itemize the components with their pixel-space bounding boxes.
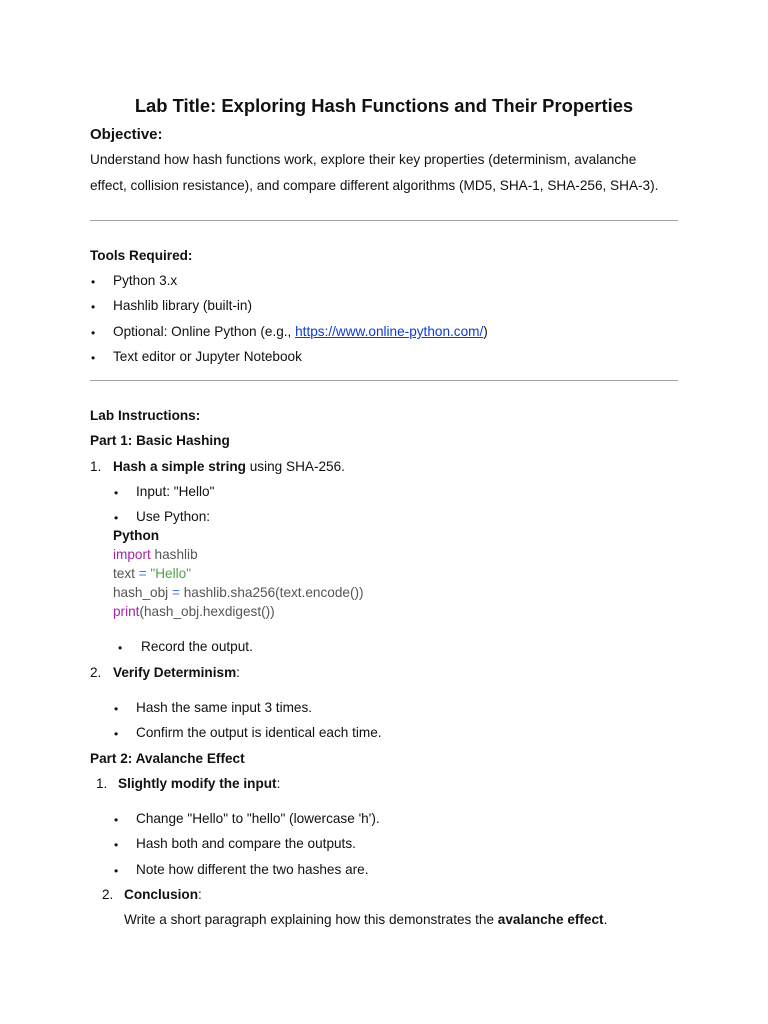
conclusion-text-end: .: [603, 912, 608, 927]
tool-item: Text editor or Jupyter Notebook: [113, 349, 302, 364]
bullet-use-python: Use Python:: [136, 509, 211, 524]
part1-step1: [113, 459, 345, 474]
tools-heading: Tools Required:: [90, 248, 193, 263]
tool-item-text: Optional: Online Python (e.g.,: [113, 324, 296, 339]
code-line-4: [113, 604, 275, 619]
conclusion-text-start: Write a short paragraph explaining how this demonstrates the: [124, 912, 498, 927]
bullet-icon: •: [114, 864, 119, 878]
code-operator: =: [138, 566, 147, 581]
objective-heading: Objective:: [90, 126, 163, 143]
bullet-icon: •: [118, 641, 123, 655]
bullet-icon: •: [91, 351, 96, 365]
step-text: using SHA-256.: [245, 459, 345, 474]
step-text: :: [236, 665, 240, 680]
code-line-3: [113, 585, 364, 600]
tool-item-online-python: [113, 324, 488, 339]
code-keyword: print: [113, 604, 140, 619]
code-text: hash_obj: [113, 585, 172, 600]
part1-step2: [113, 665, 240, 680]
bullet-confirm: Confirm the output is identical each time.: [136, 725, 382, 740]
code-text: hashlib: [150, 547, 198, 562]
step-text: :: [198, 887, 202, 902]
bullet-icon: •: [91, 326, 96, 340]
bullet-hash-same: Hash the same input 3 times.: [136, 700, 313, 715]
objective-text-line1: Understand how hash functions work, explore their key properties (determinism, avalanche: [90, 152, 637, 167]
code-language-label: Python: [113, 528, 160, 543]
part2-step2: [124, 887, 202, 902]
bullet-record-output: Record the output.: [141, 639, 253, 654]
code-string: "Hello": [146, 566, 192, 581]
bullet-icon: •: [114, 838, 119, 852]
step-bold-text: Verify Determinism: [113, 665, 237, 680]
bullet-note-difference: Note how different the two hashes are.: [136, 862, 369, 877]
tool-item: Hashlib library (built-in): [113, 298, 252, 313]
divider: [90, 380, 678, 381]
part1-heading: Part 1: Basic Hashing: [90, 433, 230, 448]
bullet-icon: •: [114, 727, 119, 741]
part1-step2-number: 2.: [90, 665, 102, 680]
bullet-change-input: Change "Hello" to "hello" (lowercase 'h').: [136, 811, 380, 826]
bullet-icon: •: [114, 486, 119, 500]
step-bold-text: Conclusion: [124, 887, 199, 902]
bullet-icon: •: [114, 813, 119, 827]
code-text: text: [113, 566, 139, 581]
part1-step1-number: 1.: [90, 459, 102, 474]
code-line-1: [113, 547, 198, 562]
bullet-input: Input: "Hello": [136, 484, 215, 499]
bullet-icon: •: [91, 300, 96, 314]
bullet-icon: •: [91, 275, 96, 289]
divider: [90, 220, 678, 221]
bullet-hash-both: Hash both and compare the outputs.: [136, 836, 356, 851]
lab-title: Lab Title: Exploring Hash Functions and Their Properties: [134, 95, 634, 116]
tool-item: Python 3.x: [113, 273, 178, 288]
tool-item-suffix: ): [483, 324, 488, 339]
conclusion-text: [124, 912, 607, 927]
code-line-2: [113, 566, 191, 581]
part2-heading: Part 2: Avalanche Effect: [90, 751, 245, 766]
code-text: (hash_obj.hexdigest()): [139, 604, 275, 619]
conclusion-bold-term: avalanche effect: [497, 912, 604, 927]
code-text: hashlib.sha256(text.encode()): [179, 585, 364, 600]
part2-step1: [118, 776, 280, 791]
objective-text-line2: effect, collision resistance), and compare different algorithms (MD5, SHA-1, SHA-256, SHA-3).: [90, 178, 659, 193]
part2-step2-number: 2.: [102, 887, 114, 902]
step-text: :: [276, 776, 281, 791]
online-python-link[interactable]: https://www.online-python.com/: [295, 324, 484, 339]
bullet-icon: •: [114, 511, 119, 525]
code-operator: =: [171, 585, 180, 600]
code-keyword: import: [113, 547, 151, 562]
bullet-icon: •: [114, 702, 119, 716]
part2-step1-number: 1.: [96, 776, 108, 791]
instructions-heading: Lab Instructions:: [90, 408, 201, 423]
step-bold-text: Slightly modify the input: [118, 776, 277, 791]
step-bold-text: Hash a simple string: [113, 459, 246, 474]
